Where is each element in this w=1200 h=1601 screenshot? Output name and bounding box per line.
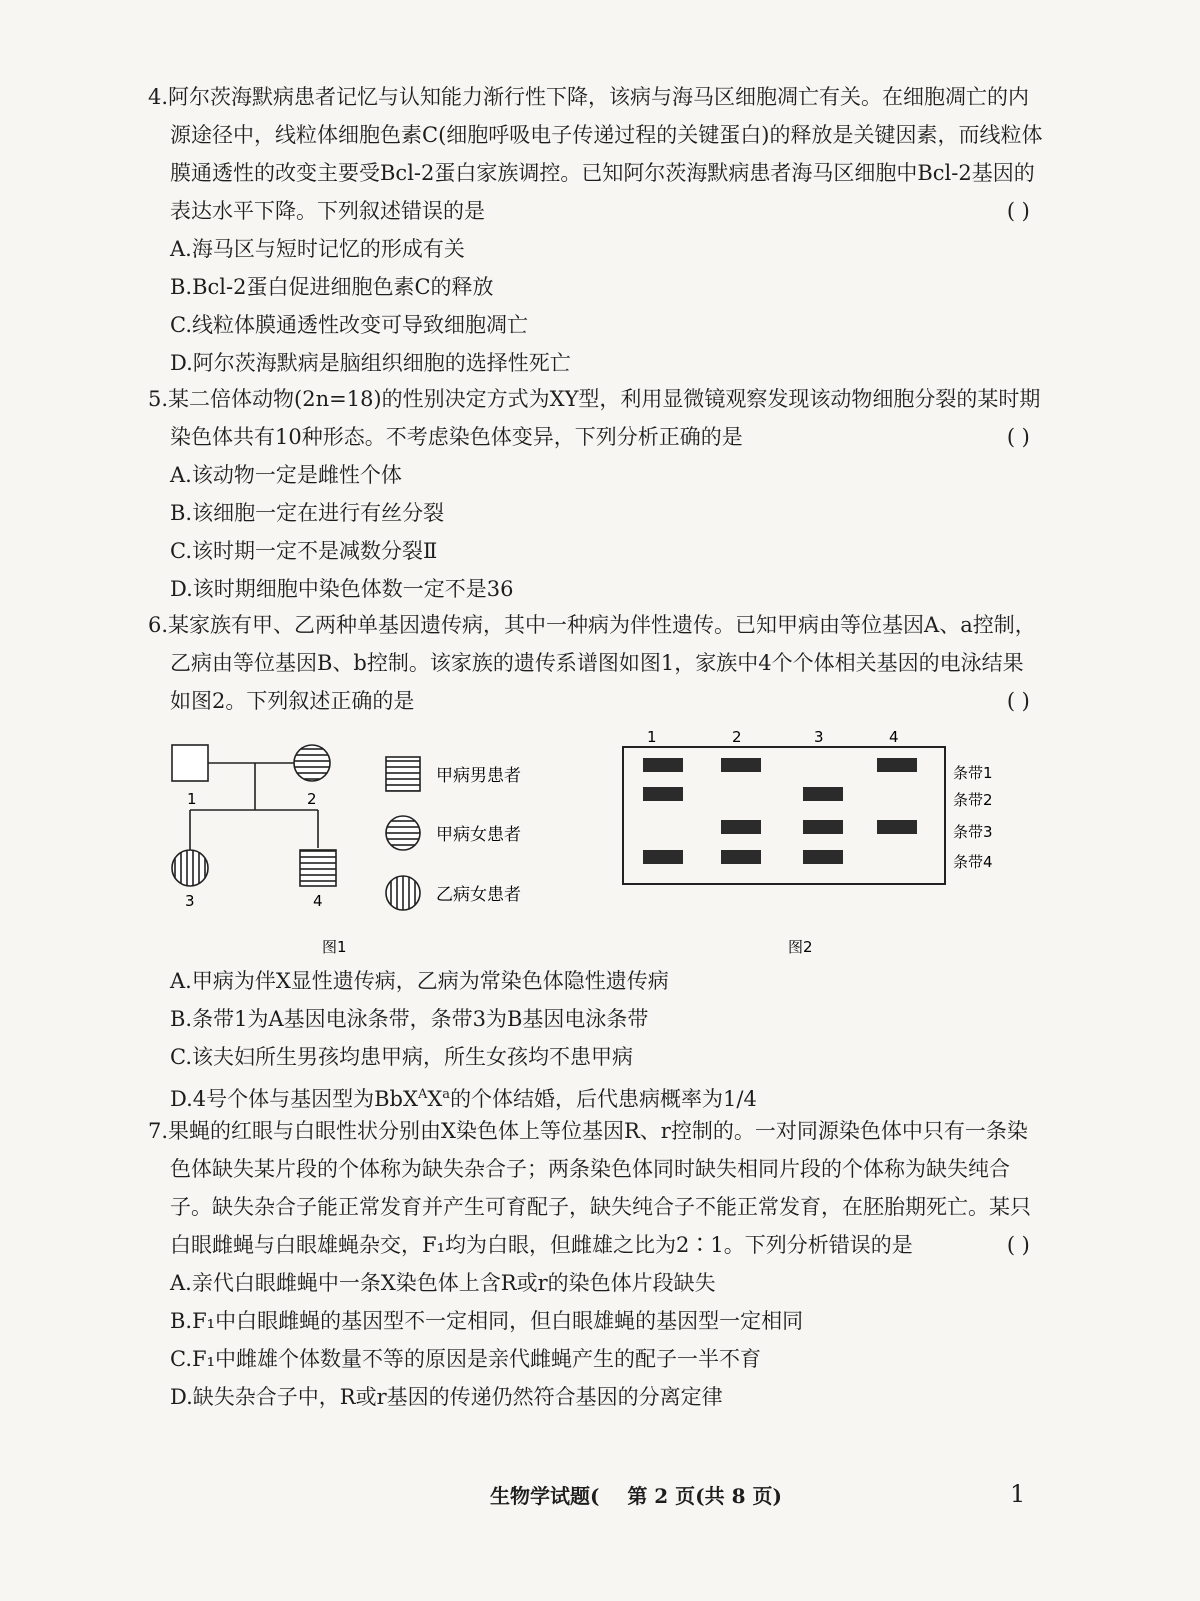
footer-mark: 1 — [1010, 1480, 1026, 1508]
footer-title — [490, 1480, 782, 1509]
gel-bands — [643, 758, 917, 864]
stem-text: 6.某家族有甲、乙两种单基因遗传病，其中一种病为伴性遗传。已知甲病由等位基因A、a控制，乙病由等位基因B、b控制。该家族的遗传系谱图如图1，家族中4个个体相关基因的电泳结果如图2。下列叙述正确的是 — [148, 613, 1036, 713]
band-label: 条带4 — [953, 853, 993, 871]
option-c: C.该时期一定不是减数分裂Ⅱ — [170, 539, 438, 563]
gel-band — [877, 820, 917, 834]
gel-band — [643, 758, 683, 772]
option-a: A.甲病为伴X显性遗传病，乙病为常染色体隐性遗传病 — [170, 969, 669, 993]
option-b: B.F₁中白眼雌蝇的基因型不一定相同，但白眼雄蝇的基因型一定相同 — [170, 1309, 804, 1333]
gel-band — [643, 787, 683, 801]
figure-2-caption: 图2 — [788, 938, 813, 956]
label-1: 1 — [187, 790, 197, 808]
question-7 — [148, 1112, 1043, 1416]
option-d: D.阿尔茨海默病是脑组织细胞的选择性死亡 — [170, 351, 571, 375]
band-label: 条带1 — [953, 764, 993, 782]
stem-text: 4.阿尔茨海默病患者记忆与认知能力渐行性下降，该病与海马区细胞凋亡有关。在细胞凋亡的内源途径中，线粒体细胞色素C(细胞呼吸电子传递过程的关键蛋白)的释放是关键因素，而线粒体膜通透性的改变主要受Bcl-2蛋白家族调控。已知阿尔茨海默病患者海马区细胞中Bcl-2基因的表达水平下降。下列叙述错误的是 — [148, 85, 1043, 223]
electrophoresis-gel — [623, 728, 993, 884]
question-stem — [148, 380, 1043, 456]
label-3: 3 — [185, 892, 195, 910]
figure-1-caption: 图1 — [322, 938, 347, 956]
option-a: A.亲代白眼雌蝇中一条X染色体上含R或r的染色体片段缺失 — [170, 1271, 716, 1295]
male-individual-1 — [172, 745, 208, 781]
lane-label: 4 — [889, 728, 899, 746]
question-6-options — [148, 962, 1043, 1118]
legend-female-a-icon — [386, 816, 420, 850]
answer-paren: ( ) — [1006, 425, 1030, 449]
allele-superscript: A — [417, 1087, 428, 1102]
option-d-text: D.4号个体与基因型为BbX — [170, 1087, 418, 1111]
option-d-text: 的个体结婚，后代患病概率为1/4 — [450, 1087, 757, 1111]
option-b: B.条带1为A基因电泳条带，条带3为B基因电泳条带 — [170, 1007, 649, 1031]
lane-label: 3 — [814, 728, 824, 746]
gel-band — [721, 820, 761, 834]
label-2: 2 — [307, 790, 317, 808]
question-stem — [148, 78, 1043, 230]
question-5 — [148, 380, 1043, 608]
stem-text: 5.某二倍体动物(2n=18)的性别决定方式为XY型，利用显微镜观察发现该动物细胞分裂的某时期染色体共有10种形态。不考虑染色体变异，下列分析正确的是 — [148, 387, 1041, 449]
gel-band — [803, 850, 843, 864]
gel-band — [721, 850, 761, 864]
option-d: D.该时期细胞中染色体数一定不是36 — [170, 577, 514, 601]
question-stem — [148, 606, 1043, 720]
male-individual-4 — [300, 850, 336, 886]
stem-text: 7.果蝇的红眼与白眼性状分别由X染色体上等位基因R、r控制的。一对同源染色体中只有一条染色体缺失某片段的个体称为缺失杂合子；两条染色体同时缺失相同片段的个体称为缺失纯合子。缺失杂合子能正常发育并产生可育配子，缺失纯合子不能正常发育，在胚胎期死亡。某只白眼雌蝇与白眼雄蝇杂交，F₁均为白眼，但雌雄之比为2∶1。下列分析错误的是 — [148, 1119, 1031, 1257]
legend-label: 甲病女患者 — [436, 825, 521, 845]
footer-page-number: 第 2 页(共 8 页) — [627, 1484, 782, 1508]
legend-male-a-icon — [386, 757, 420, 791]
option-d: D.缺失杂合子中，R或r基因的传递仍然符合基因的分离定律 — [170, 1385, 723, 1409]
answer-paren: ( ) — [1006, 199, 1030, 223]
option-b: B.Bcl-2蛋白促进细胞色素C的释放 — [170, 275, 494, 299]
option-a: A.该动物一定是雌性个体 — [170, 463, 402, 487]
footer-subject: 生物学试题( — [490, 1484, 600, 1508]
band-label: 条带2 — [953, 791, 993, 809]
question-stem — [148, 1112, 1043, 1264]
gel-band — [877, 758, 917, 772]
pedigree-chart — [172, 745, 336, 910]
lane-label: 2 — [732, 728, 742, 746]
pedigree-legend — [386, 757, 521, 910]
female-individual-3 — [172, 850, 208, 886]
option-a: A.海马区与短时记忆的形成有关 — [170, 237, 465, 261]
gel-band — [643, 850, 683, 864]
gel-band — [803, 787, 843, 801]
figures — [160, 728, 993, 970]
answer-paren: ( ) — [1006, 1233, 1030, 1257]
gel-band — [721, 758, 761, 772]
option-c: C.F₁中雌雄个体数量不等的原因是亲代雌蝇产生的配子一半不育 — [170, 1347, 761, 1371]
legend-label: 甲病男患者 — [436, 766, 521, 786]
question-4 — [148, 78, 1043, 382]
label-4: 4 — [313, 892, 323, 910]
allele-superscript: a — [442, 1087, 451, 1102]
lane-label: 1 — [647, 728, 657, 746]
option-b: B.该细胞一定在进行有丝分裂 — [170, 501, 445, 525]
option-c: C.该夫妇所生男孩均患甲病，所生女孩均不患甲病 — [170, 1045, 633, 1069]
band-label: 条带3 — [953, 823, 993, 841]
figure-svg — [160, 728, 993, 970]
answer-paren: ( ) — [1006, 689, 1030, 713]
female-individual-2 — [294, 745, 330, 781]
legend-female-b-icon — [386, 876, 420, 910]
question-6 — [148, 606, 1043, 720]
option-c: C.线粒体膜通透性改变可导致细胞凋亡 — [170, 313, 528, 337]
legend-label: 乙病女患者 — [436, 885, 521, 905]
option-d-text: X — [427, 1087, 443, 1111]
gel-band — [803, 820, 843, 834]
